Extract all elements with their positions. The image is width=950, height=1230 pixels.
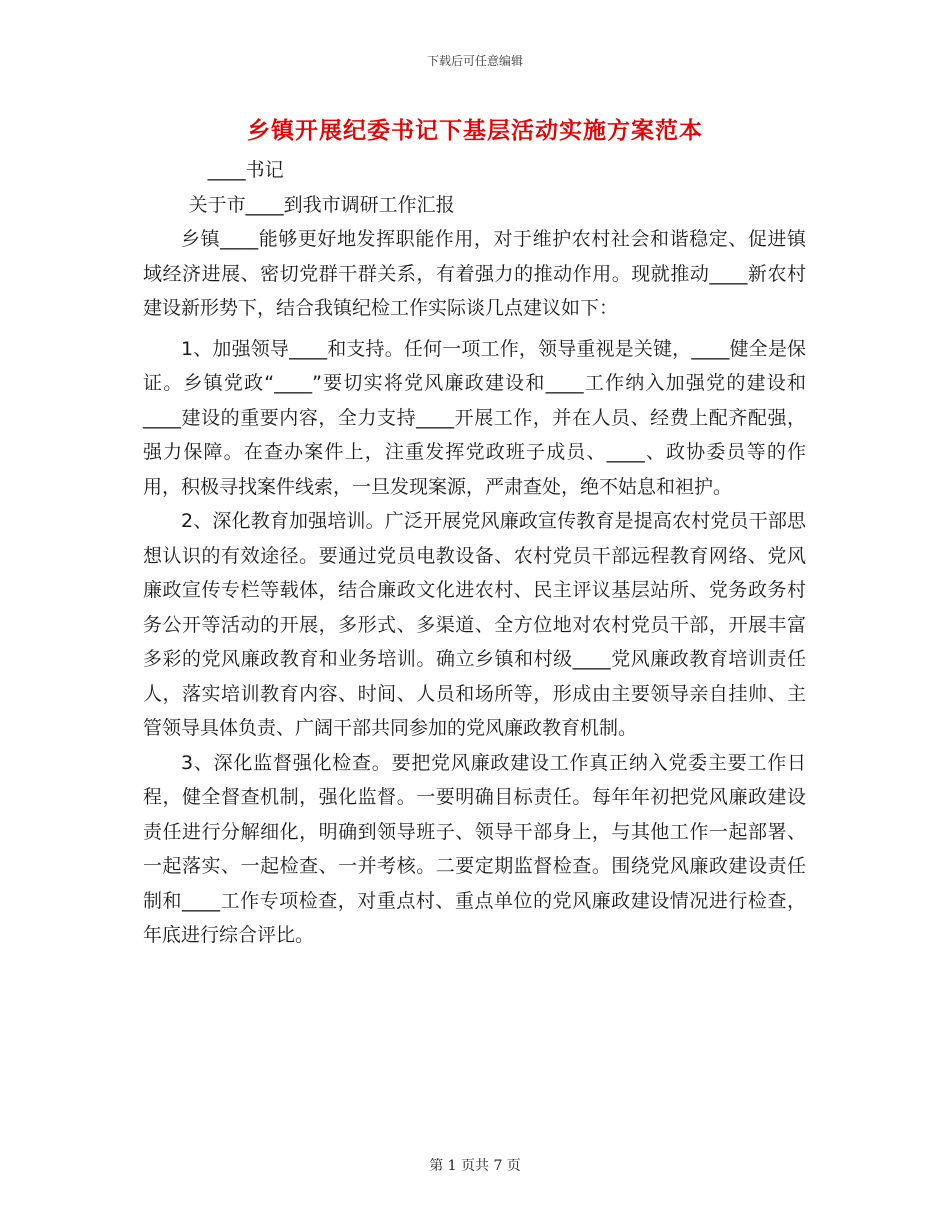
document-body bbox=[143, 153, 806, 953]
paragraph-recipient: ____书记 bbox=[207, 159, 284, 181]
paragraph-point-3: 3、深化监督强化检查。要把党风廉政建设工作真正纳入党委主要工作日程，健全督查机制，强化监督。一要明确目标责任。每年年初把党风廉政建设责任进行分解细化，明确到领导班子、领导干部身上，与其他工作一起部署、一起落实、一起检查、一并考核。二要定期监督检查。围绕党风廉政建设责任制和____工作专项检查，对重点村、重点单位的党风廉政建设情况进行检查，年底进行综合评比。 bbox=[143, 751, 806, 946]
paragraph-point-2: 2、深化教育加强培训。广泛开展党风廉政宣传教育是提高农村党员干部思想认识的有效途径。要通过党员电教设备、农村党员干部远程教育网络、党风廉政宣传专栏等载体，结合廉政文化进农村、民主评议基层站所、党务政务村务公开等活动的开展，多形式、多渠道、全方位地对农村党员干部，开展丰富多彩的党风廉政教育和业务培训。确立乡镇和村级____党风廉政教育培训责任人，落实培训教育内容、时间、人员和场所等，形成由主要领导亲自挂帅、主管领导具体负责、广阔干部共同参加的党风廉政教育机制。 bbox=[143, 510, 806, 739]
paragraph-point-1: 1、加强领导____和支持。任何一项工作，领导重视是关键，____健全是保证。乡镇党政“____”要切实将党风廉政建设和____工作纳入加强党的建设和____建设的重要内容，全力支持____开展工作，并在人员、经费上配齐配强，强力保障。在查办案件上，注重发挥党政班子成员、____、政协委员等的作用，积极寻找案件线索，一旦发现案源，严肃查处，绝不姑息和袒护。 bbox=[143, 337, 806, 498]
document-title: 乡镇开展纪委书记下基层活动实施方案范本 bbox=[247, 118, 703, 144]
page-footer: 第 1 页共 7 页 bbox=[429, 1158, 521, 1174]
paragraph-subject: 关于市____到我市调研工作汇报 bbox=[188, 193, 455, 216]
paragraph-intro: 乡镇____能够更好地发挥职能作用，对于维护农村社会和谐稳定、促进镇域经济进展、密切党群干群关系，有着强力的推动作用。现就推动____新农村建设新形势下，结合我镇纪检工作实际谈几点建议如下： bbox=[143, 228, 806, 319]
header-note: 下载后可任意编辑 bbox=[426, 54, 523, 68]
